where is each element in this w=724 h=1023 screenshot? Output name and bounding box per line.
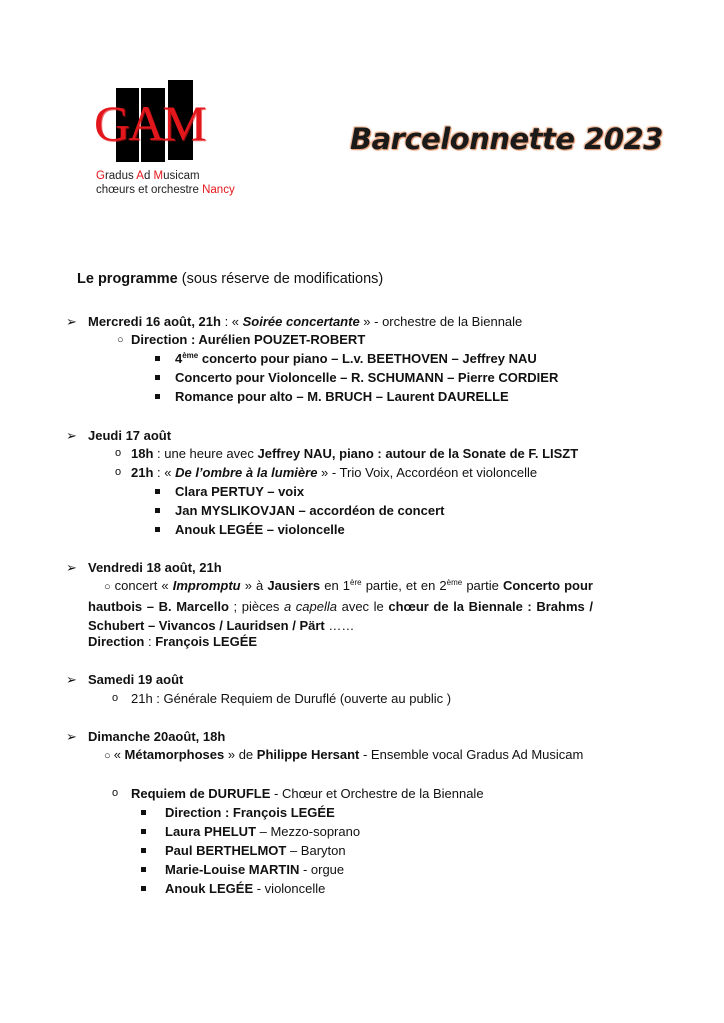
list-item: Direction : François LEGÉE — [165, 805, 335, 820]
square-bullet-icon — [155, 394, 160, 399]
day-title-jeudi: Jeudi 17 août — [88, 428, 172, 443]
square-bullet-icon — [155, 508, 160, 513]
circle-bullet-icon: o — [112, 787, 119, 799]
square-bullet-icon — [141, 886, 146, 891]
arrow-bullet-icon: ➢ — [66, 672, 77, 687]
circle-bullet-icon: o — [112, 692, 119, 704]
square-bullet-icon — [141, 810, 146, 815]
event-samedi: 21h : Générale Requiem de Duruflé (ouverte au public ) — [131, 691, 452, 706]
circle-bullet-icon: o — [115, 466, 122, 478]
programme-heading: Le programme (sous réserve de modifications) — [77, 271, 384, 287]
direction-vendredi: Direction : François LEGÉE — [88, 634, 258, 649]
gam-logo — [88, 78, 248, 198]
square-bullet-icon — [155, 527, 160, 532]
list-item: Clara PERTUY – voix — [175, 484, 305, 499]
list-item: Paul BERTHELMOT – Baryton — [165, 843, 346, 858]
page-title: Barcelonnette 2023 — [350, 122, 663, 156]
arrow-bullet-icon: ➢ — [66, 314, 77, 329]
square-bullet-icon — [141, 867, 146, 872]
circle-bullet-icon: o — [115, 447, 122, 459]
square-bullet-icon — [155, 356, 160, 361]
list-item: 4ème concerto pour piano – L.v. BEETHOVEN – Jeffrey NAU — [175, 351, 537, 366]
vendredi-description: ○ concert « Impromptu » à Jausiers en 1ère partie, et en 2ème partie Concerto pour hautbois – B. Marcello ; pièces a capella avec le chœur de la Biennale : Brahms / Schubert – Vivancos / Lauridsen / Pärt …… — [88, 578, 593, 633]
list-item: Anouk LEGÉE - violoncelle — [165, 881, 326, 896]
circle-bullet-icon: ○ — [104, 581, 115, 593]
list-item: Anouk LEGÉE – violoncelle — [175, 522, 345, 537]
square-bullet-icon — [141, 829, 146, 834]
day-title-dimanche: Dimanche 20août, 18h — [88, 729, 226, 744]
logo-letters: GAM — [94, 95, 205, 151]
square-bullet-icon — [155, 489, 160, 494]
arrow-bullet-icon: ➢ — [66, 729, 77, 744]
list-item: Romance pour alto – M. BRUCH – Laurent DAURELLE — [175, 389, 509, 404]
list-item: Jan MYSLIKOVJAN – accordéon de concert — [175, 503, 445, 518]
event-18h: 18h : une heure avec Jeffrey NAU, piano : autour de la Sonate de F. LISZT — [131, 446, 579, 461]
list-item: Marie-Louise MARTIN - orgue — [165, 862, 345, 877]
arrow-bullet-icon: ➢ — [66, 428, 77, 443]
circle-bullet-icon: ○ — [117, 334, 124, 346]
list-item: Laura PHELUT – Mezzo-soprano — [165, 824, 361, 839]
circle-bullet-icon: ○ — [104, 750, 114, 762]
logo-subtitle-1: Gradus Ad Musicam — [96, 170, 200, 182]
arrow-bullet-icon: ➢ — [66, 560, 77, 575]
day-title-vendredi: Vendredi 18 août, 21h — [88, 560, 222, 575]
event-requiem: Requiem de DURUFLE - Chœur et Orchestre de la Biennale — [131, 786, 484, 801]
list-item: Concerto pour Violoncelle – R. SCHUMANN – Pierre CORDIER — [175, 370, 559, 385]
day-title-mercredi: Mercredi 16 août, 21h : « Soirée concertante » - orchestre de la Biennale — [88, 314, 523, 329]
square-bullet-icon — [141, 848, 146, 853]
event-21h: 21h : « De l’ombre à la lumière » - Trio Voix, Accordéon et violoncelle — [131, 465, 538, 480]
direction-mercredi: Direction : Aurélien POUZET-ROBERT — [131, 332, 366, 347]
day-title-samedi: Samedi 19 août — [88, 672, 184, 687]
logo-subtitle-2: chœurs et orchestre Nancy — [96, 184, 235, 196]
square-bullet-icon — [155, 375, 160, 380]
event-metamorphoses: ○ « Métamorphoses » de Philippe Hersant - Ensemble vocal Gradus Ad Musicam — [104, 747, 584, 762]
